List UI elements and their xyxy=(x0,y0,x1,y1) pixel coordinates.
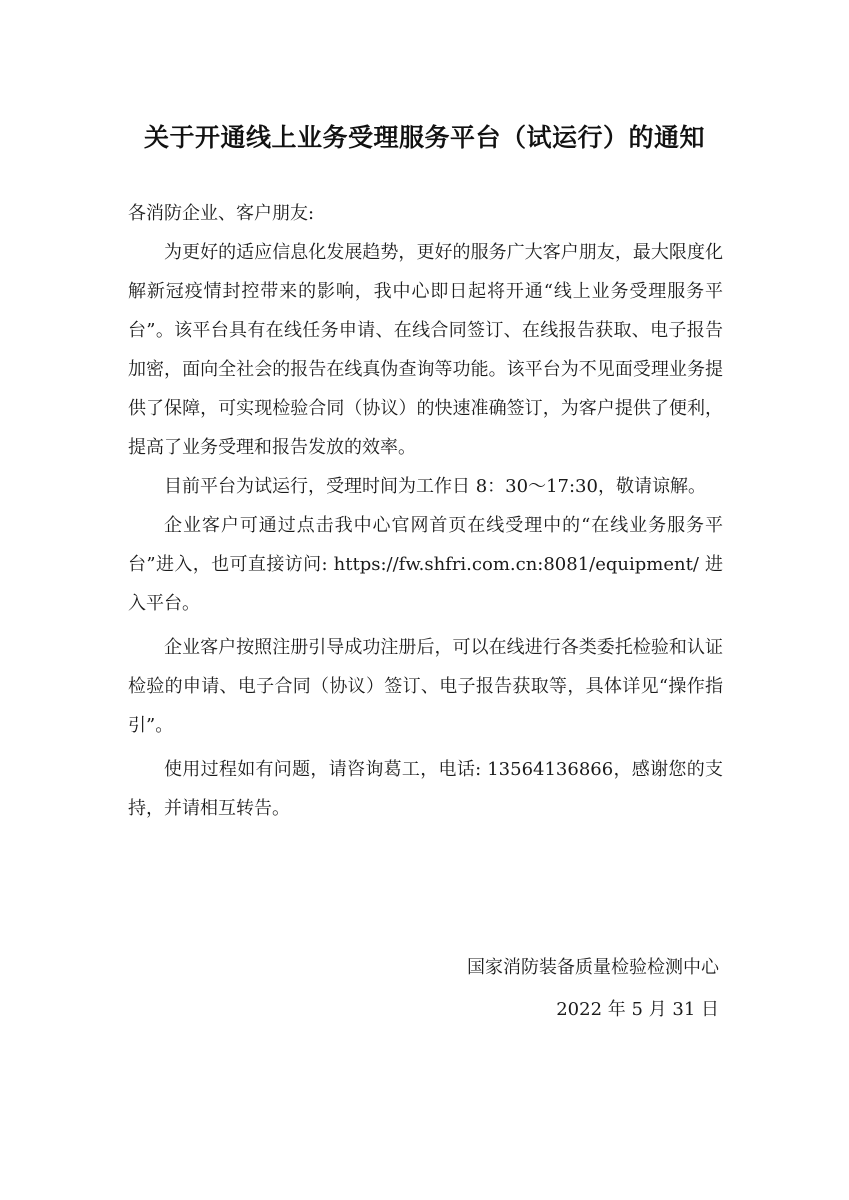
paragraph-trial-hours: 目前平台为试运行，受理时间为工作日 8：30～17:30，敬请谅解。 xyxy=(164,476,706,497)
paragraph-access-url: 企业客户可通过点击我中心官网首页在线受理中的“在线业务服务平台”进入，也可直接访问: https://fw.shfri.com.cn:8081/equipment/ 进入平台。 xyxy=(128,515,723,614)
paragraph-intro: 为更好的适应信息化发展趋势，更好的服务广大客户朋友，最大限度化解新冠疫情封控带来的影响，我中心即日起将开通“线上业务受理服务平台”。该平台具有在线任务申请、在线合同签订、在线报告获取、电子报告加密，面向全社会的报告在线真伪查询等功能。该平台为不见面受理业务提供了保障，可实现检验合同（协议）的快速准确签订，为客户提供了便利，提高了业务受理和报告发放的效率。 xyxy=(128,242,723,458)
salutation: 各消防企业、客户朋友: xyxy=(128,203,315,224)
paragraph-registration: 企业客户按照注册引导成功注册后，可以在线进行各类委托检验和认证检验的申请、电子合同（协议）签订、电子报告获取等，具体详见“操作指引”。 xyxy=(128,637,723,736)
paragraph-contact: 使用过程如有问题，请咨询葛工，电话: 13564136866，感谢您的支持，并请相互转告。 xyxy=(128,759,723,819)
signature-block xyxy=(467,948,719,1032)
document-title: 关于开通线上业务受理服务平台（试运行）的通知 xyxy=(143,123,705,152)
signature-date: 2022 年 5 月 31 日 xyxy=(556,999,719,1020)
document-body xyxy=(128,194,723,828)
signature-organization: 国家消防装备质量检验检测中心 xyxy=(467,957,719,978)
